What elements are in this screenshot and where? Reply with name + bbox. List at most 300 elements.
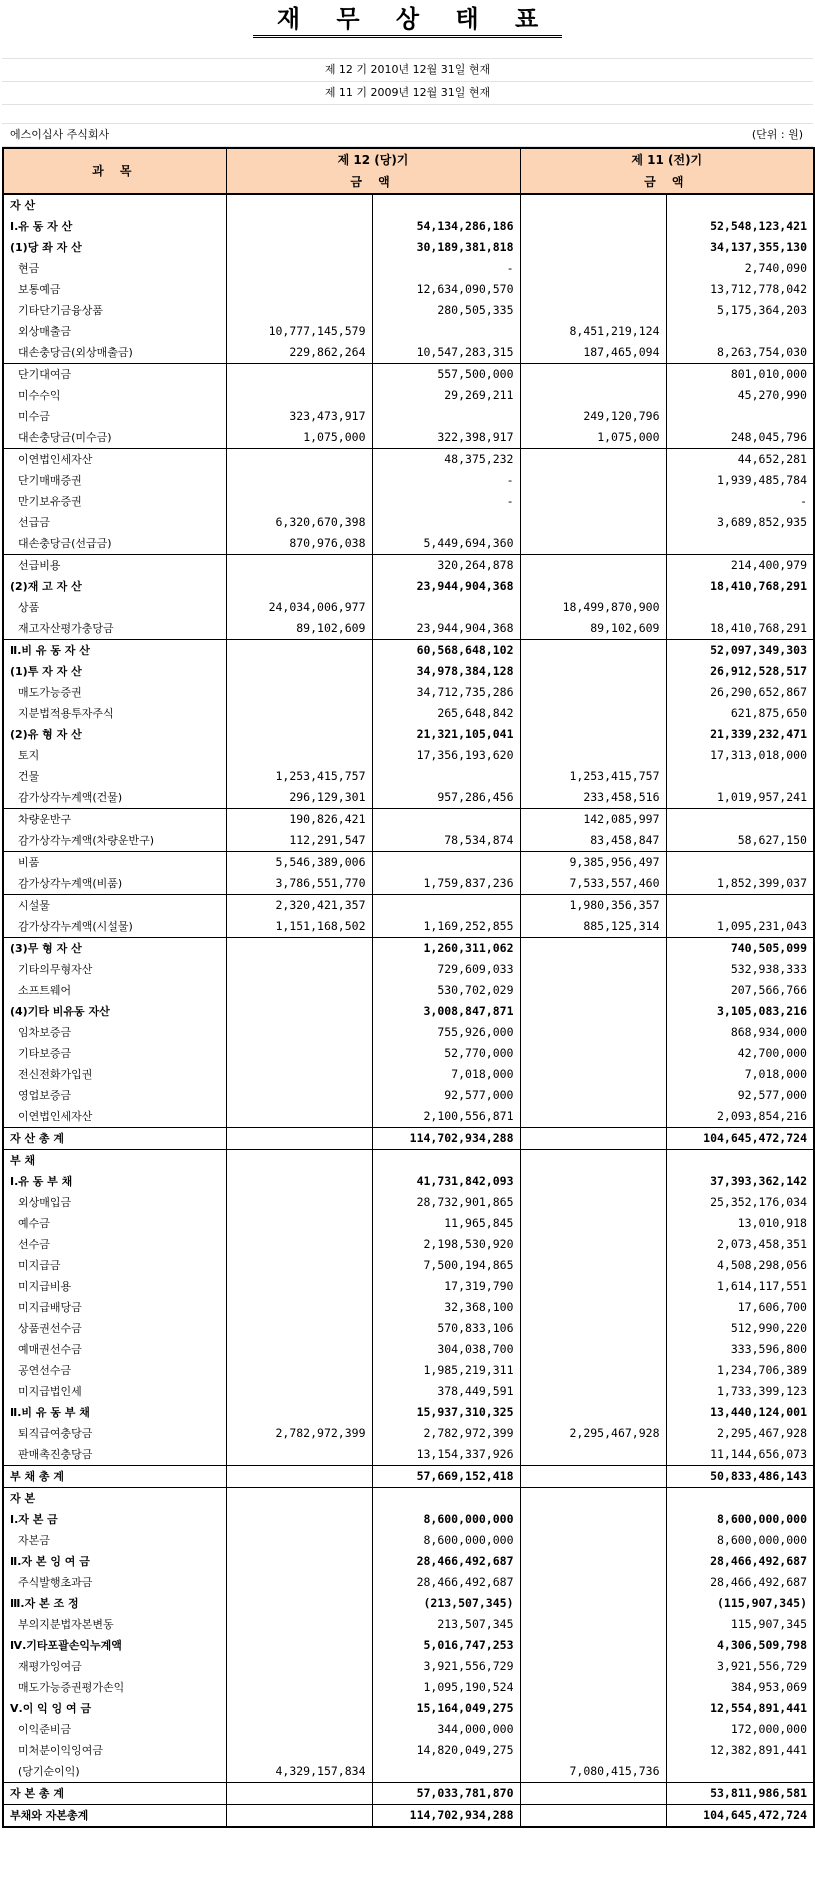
row-label: 부 채 총 계 — [3, 1466, 226, 1488]
current-detail-amount — [226, 1064, 372, 1085]
row-label: 부채와 자본총계 — [3, 1805, 226, 1828]
period-prior: 제 11 기 2009년 12월 31일 현재 — [2, 82, 813, 105]
current-total-amount — [372, 597, 520, 618]
prior-total-amount: 801,010,000 — [666, 364, 814, 386]
prior-total-amount: - — [666, 491, 814, 512]
prior-total-amount — [666, 809, 814, 831]
table-row — [3, 470, 814, 491]
current-detail-amount: 6,320,670,398 — [226, 512, 372, 533]
current-total-amount — [372, 512, 520, 533]
prior-total-amount: 44,652,281 — [666, 449, 814, 471]
current-total-amount: 48,375,232 — [372, 449, 520, 471]
prior-detail-amount — [520, 1022, 666, 1043]
current-detail-amount — [226, 1171, 372, 1192]
prior-detail-amount: 89,102,609 — [520, 618, 666, 640]
row-label: 미지급법인세 — [3, 1381, 226, 1402]
header-prior-amount: 금 액 — [520, 171, 814, 194]
prior-detail-amount — [520, 1339, 666, 1360]
prior-detail-amount — [520, 449, 666, 471]
prior-detail-amount: 8,451,219,124 — [520, 321, 666, 342]
row-label: 대손충당금(선급금) — [3, 533, 226, 555]
current-total-amount: 34,978,384,128 — [372, 661, 520, 682]
current-detail-amount — [226, 449, 372, 471]
prior-total-amount: 104,645,472,724 — [666, 1805, 814, 1828]
prior-detail-amount: 1,253,415,757 — [520, 766, 666, 787]
row-label: 재평가잉여금 — [3, 1656, 226, 1677]
row-label: 대손충당금(외상매출금) — [3, 342, 226, 364]
current-detail-amount — [226, 1043, 372, 1064]
prior-total-amount: 740,505,099 — [666, 938, 814, 960]
row-label: Ⅴ.이 익 잉 여 금 — [3, 1698, 226, 1719]
table-row — [3, 1318, 814, 1339]
current-total-amount — [372, 406, 520, 427]
current-total-amount — [372, 809, 520, 831]
table-row — [3, 1022, 814, 1043]
current-total-amount: 23,944,904,368 — [372, 618, 520, 640]
prior-total-amount: 532,938,333 — [666, 959, 814, 980]
table-row — [3, 682, 814, 703]
current-detail-amount — [226, 1297, 372, 1318]
current-detail-amount — [226, 1783, 372, 1805]
current-detail-amount — [226, 1213, 372, 1234]
statement-rows — [3, 194, 814, 1827]
current-total-amount: 322,398,917 — [372, 427, 520, 449]
spacer-row — [2, 40, 813, 59]
current-detail-amount: 190,826,421 — [226, 809, 372, 831]
current-detail-amount: 10,777,145,579 — [226, 321, 372, 342]
prior-total-amount: 3,921,556,729 — [666, 1656, 814, 1677]
row-label: 상품권선수금 — [3, 1318, 226, 1339]
prior-detail-amount — [520, 703, 666, 724]
table-row — [3, 1064, 814, 1085]
table-row — [3, 321, 814, 342]
current-total-amount — [372, 852, 520, 874]
current-total-amount: 3,921,556,729 — [372, 1656, 520, 1677]
table-row — [3, 618, 814, 640]
current-total-amount: 12,634,090,570 — [372, 279, 520, 300]
row-label: 미수금 — [3, 406, 226, 427]
current-detail-amount: 89,102,609 — [226, 618, 372, 640]
row-label: 대손충당금(미수금) — [3, 427, 226, 449]
prior-total-amount: 1,614,117,551 — [666, 1276, 814, 1297]
current-total-amount: 1,169,252,855 — [372, 916, 520, 938]
current-total-amount: 280,505,335 — [372, 300, 520, 321]
table-row — [3, 1656, 814, 1677]
prior-total-amount: 333,596,800 — [666, 1339, 814, 1360]
prior-total-amount — [666, 194, 814, 216]
prior-total-amount: 26,912,528,517 — [666, 661, 814, 682]
row-label: 영업보증금 — [3, 1085, 226, 1106]
prior-total-amount: 26,290,652,867 — [666, 682, 814, 703]
prior-total-amount: 17,313,018,000 — [666, 745, 814, 766]
prior-total-amount — [666, 895, 814, 917]
row-label: 외상매출금 — [3, 321, 226, 342]
prior-total-amount — [666, 597, 814, 618]
row-label: 공연선수금 — [3, 1360, 226, 1381]
current-total-amount: 2,100,556,871 — [372, 1106, 520, 1128]
table-row — [3, 938, 814, 960]
current-detail-amount — [226, 959, 372, 980]
current-total-amount: 729,609,033 — [372, 959, 520, 980]
current-total-amount: 29,269,211 — [372, 385, 520, 406]
current-detail-amount — [226, 555, 372, 577]
table-row — [3, 1698, 814, 1719]
prior-detail-amount — [520, 1064, 666, 1085]
prior-detail-amount — [520, 682, 666, 703]
prior-detail-amount — [520, 980, 666, 1001]
row-label: (1)투 자 자 산 — [3, 661, 226, 682]
row-label: 토지 — [3, 745, 226, 766]
prior-total-amount: (115,907,345) — [666, 1593, 814, 1614]
row-label: 소프트웨어 — [3, 980, 226, 1001]
prior-detail-amount: 233,458,516 — [520, 787, 666, 809]
current-total-amount: 378,449,591 — [372, 1381, 520, 1402]
row-label: 시설물 — [3, 895, 226, 917]
table-row — [3, 809, 814, 831]
table-row — [3, 1213, 814, 1234]
table-row — [3, 1509, 814, 1530]
current-detail-amount — [226, 1488, 372, 1510]
table-row — [3, 491, 814, 512]
current-detail-amount — [226, 1360, 372, 1381]
current-detail-amount: 5,546,389,006 — [226, 852, 372, 874]
current-detail-amount — [226, 1255, 372, 1276]
prior-detail-amount — [520, 258, 666, 279]
current-total-amount: 1,985,219,311 — [372, 1360, 520, 1381]
prior-detail-amount — [520, 491, 666, 512]
prior-detail-amount — [520, 216, 666, 237]
prior-detail-amount: 2,295,467,928 — [520, 1423, 666, 1444]
current-total-amount: 1,759,837,236 — [372, 873, 520, 895]
current-total-amount: 2,782,972,399 — [372, 1423, 520, 1444]
current-detail-amount: 3,786,551,770 — [226, 873, 372, 895]
prior-detail-amount — [520, 938, 666, 960]
current-total-amount — [372, 194, 520, 216]
prior-total-amount: 3,689,852,935 — [666, 512, 814, 533]
current-detail-amount — [226, 1001, 372, 1022]
table-row — [3, 703, 814, 724]
prior-detail-amount — [520, 1719, 666, 1740]
row-label: 부의지분법자본변동 — [3, 1614, 226, 1635]
current-total-amount: 557,500,000 — [372, 364, 520, 386]
prior-total-amount: 13,010,918 — [666, 1213, 814, 1234]
table-row — [3, 576, 814, 597]
prior-total-amount: 2,740,090 — [666, 258, 814, 279]
current-total-amount — [372, 321, 520, 342]
prior-detail-amount — [520, 1171, 666, 1192]
current-detail-amount — [226, 237, 372, 258]
current-total-amount: 15,164,049,275 — [372, 1698, 520, 1719]
prior-detail-amount: 9,385,956,497 — [520, 852, 666, 874]
table-row — [3, 1360, 814, 1381]
table-row — [3, 342, 814, 364]
row-label: 상품 — [3, 597, 226, 618]
prior-total-amount: 2,295,467,928 — [666, 1423, 814, 1444]
prior-detail-amount — [520, 1551, 666, 1572]
prior-detail-amount — [520, 1656, 666, 1677]
row-label: 비품 — [3, 852, 226, 874]
table-row — [3, 1150, 814, 1172]
prior-total-amount: 512,990,220 — [666, 1318, 814, 1339]
row-label: 전신전화가입권 — [3, 1064, 226, 1085]
row-label: 매도가능증권평가손익 — [3, 1677, 226, 1698]
current-total-amount: 57,033,781,870 — [372, 1783, 520, 1805]
table-row — [3, 555, 814, 577]
current-total-amount: 570,833,106 — [372, 1318, 520, 1339]
current-total-amount: (213,507,345) — [372, 1593, 520, 1614]
prior-detail-amount: 249,120,796 — [520, 406, 666, 427]
row-label: 감가상각누계액(건물) — [3, 787, 226, 809]
prior-detail-amount — [520, 1001, 666, 1022]
current-total-amount: 60,568,648,102 — [372, 640, 520, 662]
current-detail-amount — [226, 1234, 372, 1255]
prior-total-amount: 214,400,979 — [666, 555, 814, 577]
current-detail-amount: 2,782,972,399 — [226, 1423, 372, 1444]
current-detail-amount — [226, 258, 372, 279]
current-total-amount: 54,134,286,186 — [372, 216, 520, 237]
prior-total-amount: 1,095,231,043 — [666, 916, 814, 938]
row-label: 부 채 — [3, 1150, 226, 1172]
prior-total-amount: 45,270,990 — [666, 385, 814, 406]
row-label: Ⅰ.유 동 자 산 — [3, 216, 226, 237]
prior-total-amount: 8,263,754,030 — [666, 342, 814, 364]
prior-detail-amount — [520, 1360, 666, 1381]
table-row — [3, 1530, 814, 1551]
prior-total-amount: 13,712,778,042 — [666, 279, 814, 300]
row-label: 판매촉진충당금 — [3, 1444, 226, 1466]
table-row — [3, 1805, 814, 1828]
current-detail-amount — [226, 194, 372, 216]
current-detail-amount — [226, 1551, 372, 1572]
current-detail-amount — [226, 745, 372, 766]
current-detail-amount — [226, 1022, 372, 1043]
current-detail-amount — [226, 470, 372, 491]
prior-total-amount: 92,577,000 — [666, 1085, 814, 1106]
prior-detail-amount — [520, 1466, 666, 1488]
current-detail-amount — [226, 1192, 372, 1213]
prior-total-amount: 53,811,986,581 — [666, 1783, 814, 1805]
prior-total-amount: 621,875,650 — [666, 703, 814, 724]
row-label: 기타보증금 — [3, 1043, 226, 1064]
table-row — [3, 852, 814, 874]
prior-detail-amount — [520, 1192, 666, 1213]
row-label: 외상매입금 — [3, 1192, 226, 1213]
prior-total-amount: 1,852,399,037 — [666, 873, 814, 895]
prior-detail-amount — [520, 1234, 666, 1255]
prior-detail-amount — [520, 1677, 666, 1698]
prior-detail-amount — [520, 1213, 666, 1234]
company-name: 에스이십사 주식회사 — [10, 128, 110, 141]
current-detail-amount: 1,075,000 — [226, 427, 372, 449]
current-detail-amount — [226, 1719, 372, 1740]
current-total-amount: 8,600,000,000 — [372, 1509, 520, 1530]
table-row — [3, 533, 814, 555]
row-label: 미처분이익잉여금 — [3, 1740, 226, 1761]
header-row-1 — [3, 148, 814, 171]
current-total-amount: 1,260,311,062 — [372, 938, 520, 960]
table-row — [3, 1677, 814, 1698]
prior-detail-amount — [520, 1255, 666, 1276]
prior-detail-amount: 7,080,415,736 — [520, 1761, 666, 1783]
header-prior: 제 11 (전)기 — [520, 148, 814, 171]
current-total-amount: 344,000,000 — [372, 1719, 520, 1740]
current-detail-amount — [226, 640, 372, 662]
table-row — [3, 1381, 814, 1402]
prior-detail-amount: 142,085,997 — [520, 809, 666, 831]
prior-total-amount — [666, 852, 814, 874]
current-total-amount: 17,319,790 — [372, 1276, 520, 1297]
prior-total-amount: 2,093,854,216 — [666, 1106, 814, 1128]
current-detail-amount: 323,473,917 — [226, 406, 372, 427]
row-label: 선급비용 — [3, 555, 226, 577]
prior-total-amount: 172,000,000 — [666, 1719, 814, 1740]
prior-total-amount: 28,466,492,687 — [666, 1551, 814, 1572]
row-label: 이연법인세자산 — [3, 449, 226, 471]
current-detail-amount: 2,320,421,357 — [226, 895, 372, 917]
current-detail-amount: 24,034,006,977 — [226, 597, 372, 618]
row-label: 단기대여금 — [3, 364, 226, 386]
prior-detail-amount — [520, 1297, 666, 1318]
current-total-amount: 14,820,049,275 — [372, 1740, 520, 1761]
prior-total-amount: 11,144,656,073 — [666, 1444, 814, 1466]
row-label: 예수금 — [3, 1213, 226, 1234]
prior-detail-amount — [520, 1530, 666, 1551]
table-row — [3, 216, 814, 237]
current-total-amount — [372, 1761, 520, 1783]
current-detail-amount — [226, 1381, 372, 1402]
row-label: 미지급금 — [3, 1255, 226, 1276]
table-row — [3, 1719, 814, 1740]
current-total-amount: 5,449,694,360 — [372, 533, 520, 555]
current-detail-amount: 1,253,415,757 — [226, 766, 372, 787]
row-label: 이연법인세자산 — [3, 1106, 226, 1128]
current-detail-amount — [226, 1677, 372, 1698]
row-label: 감가상각누계액(비품) — [3, 873, 226, 895]
prior-detail-amount — [520, 1085, 666, 1106]
current-total-amount: 28,466,492,687 — [372, 1572, 520, 1593]
current-total-amount: 8,600,000,000 — [372, 1530, 520, 1551]
row-label: 기타단기금융상품 — [3, 300, 226, 321]
table-row — [3, 661, 814, 682]
prior-detail-amount: 83,458,847 — [520, 830, 666, 852]
prior-detail-amount — [520, 1318, 666, 1339]
prior-detail-amount: 18,499,870,900 — [520, 597, 666, 618]
table-row — [3, 1128, 814, 1150]
prior-total-amount: 25,352,176,034 — [666, 1192, 814, 1213]
prior-total-amount: 12,382,891,441 — [666, 1740, 814, 1761]
table-row — [3, 1255, 814, 1276]
row-label: 건물 — [3, 766, 226, 787]
current-total-amount: 52,770,000 — [372, 1043, 520, 1064]
row-label: 미지급비용 — [3, 1276, 226, 1297]
row-label: Ⅱ.자 본 잉 여 금 — [3, 1551, 226, 1572]
unit-label: (단위 : 원) — [751, 128, 803, 141]
table-row — [3, 873, 814, 895]
table-row — [3, 916, 814, 938]
row-label: Ⅰ.자 본 금 — [3, 1509, 226, 1530]
current-total-amount: 2,198,530,920 — [372, 1234, 520, 1255]
prior-total-amount: 21,339,232,471 — [666, 724, 814, 745]
prior-total-amount — [666, 1761, 814, 1783]
current-total-amount: 57,669,152,418 — [372, 1466, 520, 1488]
table-row — [3, 1339, 814, 1360]
prior-detail-amount — [520, 512, 666, 533]
prior-detail-amount — [520, 300, 666, 321]
current-total-amount: 92,577,000 — [372, 1085, 520, 1106]
row-label: 감가상각누계액(시설물) — [3, 916, 226, 938]
row-label: 만기보유증권 — [3, 491, 226, 512]
prior-total-amount — [666, 321, 814, 342]
prior-detail-amount — [520, 661, 666, 682]
table-row — [3, 724, 814, 745]
table-row — [3, 1085, 814, 1106]
prior-total-amount: 13,440,124,001 — [666, 1402, 814, 1423]
table-row — [3, 787, 814, 809]
prior-total-amount — [666, 766, 814, 787]
current-detail-amount — [226, 1128, 372, 1150]
table-row — [3, 194, 814, 216]
row-label: 자 본 — [3, 1488, 226, 1510]
current-detail-amount — [226, 279, 372, 300]
prior-detail-amount — [520, 364, 666, 386]
prior-detail-amount — [520, 576, 666, 597]
current-total-amount: 7,500,194,865 — [372, 1255, 520, 1276]
current-detail-amount — [226, 1530, 372, 1551]
current-detail-amount — [226, 1572, 372, 1593]
current-total-amount — [372, 1150, 520, 1172]
prior-detail-amount — [520, 1783, 666, 1805]
prior-detail-amount: 7,533,557,460 — [520, 873, 666, 895]
table-row — [3, 766, 814, 787]
current-detail-amount: 229,862,264 — [226, 342, 372, 364]
table-row — [3, 364, 814, 386]
prior-total-amount: 34,137,355,130 — [666, 237, 814, 258]
prior-detail-amount — [520, 1572, 666, 1593]
row-label: Ⅰ.유 동 부 채 — [3, 1171, 226, 1192]
current-total-amount: 304,038,700 — [372, 1339, 520, 1360]
row-label: (당기순이익) — [3, 1761, 226, 1783]
current-detail-amount — [226, 1106, 372, 1128]
prior-detail-amount — [520, 533, 666, 555]
current-detail-amount: 870,976,038 — [226, 533, 372, 555]
row-label: Ⅲ.자 본 조 정 — [3, 1593, 226, 1614]
row-label: (4)기타 비유동 자산 — [3, 1001, 226, 1022]
prior-detail-amount — [520, 1635, 666, 1656]
current-total-amount: 28,732,901,865 — [372, 1192, 520, 1213]
row-label: 이익준비금 — [3, 1719, 226, 1740]
prior-detail-amount — [520, 1402, 666, 1423]
table-row — [3, 959, 814, 980]
header-current: 제 12 (당)기 — [226, 148, 520, 171]
prior-total-amount: 868,934,000 — [666, 1022, 814, 1043]
current-total-amount: - — [372, 491, 520, 512]
prior-detail-amount — [520, 745, 666, 766]
prior-total-amount: 3,105,083,216 — [666, 1001, 814, 1022]
current-detail-amount — [226, 385, 372, 406]
table-row — [3, 1192, 814, 1213]
table-row — [3, 1466, 814, 1488]
current-detail-amount — [226, 1656, 372, 1677]
row-label: 단기매매증권 — [3, 470, 226, 491]
table-row — [3, 597, 814, 618]
row-label: (2)유 형 자 산 — [3, 724, 226, 745]
table-row — [3, 980, 814, 1001]
row-label: 보통예금 — [3, 279, 226, 300]
row-label: 감가상각누계액(차량운반구) — [3, 830, 226, 852]
row-label: 기타의무형자산 — [3, 959, 226, 980]
table-row — [3, 1001, 814, 1022]
current-total-amount: 21,321,105,041 — [372, 724, 520, 745]
